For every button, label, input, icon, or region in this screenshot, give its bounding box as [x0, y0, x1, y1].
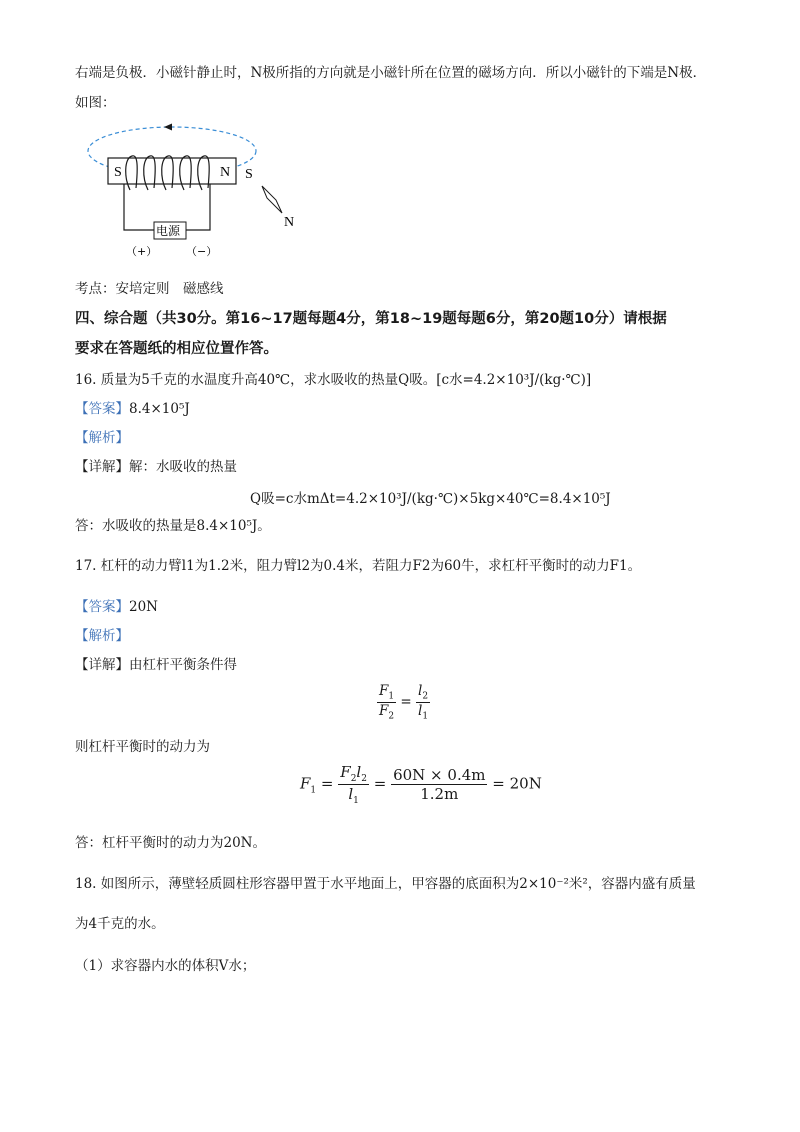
answer-tag: 【答案】	[75, 401, 129, 417]
detail-tag: 【详解】	[75, 657, 129, 673]
answer-value: 8.4×10⁵J	[129, 401, 190, 417]
q17-conclusion: 答：杠杆平衡时的动力为20N。	[75, 835, 266, 851]
detail-text: 由杠杆平衡条件得	[129, 657, 237, 673]
q16-answer	[75, 399, 190, 419]
electromagnet-diagram	[80, 118, 310, 263]
calc-denominator: 1.2m	[420, 785, 459, 803]
detail-text: 解：水吸收的热量	[129, 459, 237, 475]
kaodian: 考点：安培定则 磁感线	[75, 281, 224, 297]
needle-pole-s: S	[245, 167, 253, 182]
calc-numerator: 60N × 0.4m	[393, 766, 486, 784]
power-label: 电源	[156, 224, 181, 238]
coil-pole-s: S	[114, 165, 122, 180]
section-title: 四、综合题（共30分。第16~17题每题4分，第18~19题每题6分，第20题10分）请根据	[75, 311, 667, 327]
q17-answer	[75, 597, 158, 617]
analysis-tag: 【解析】	[75, 430, 129, 446]
needle-pole-n: N	[284, 215, 295, 230]
answer-tag: 【答案】	[75, 599, 129, 615]
question-16: 16. 质量为5千克的水温度升高40℃，求水吸收的热量Q吸。[c水=4.2×10³J/(kg·℃)]	[75, 372, 592, 388]
section-title-cont: 要求在答题纸的相应位置作答。	[75, 341, 278, 357]
q17-detail	[75, 655, 237, 675]
lever-ratio-equation: $\frac{F_1}{F_2}$ = $\frac{l_2}{l_1}$	[379, 683, 429, 722]
text-line: 如图：	[75, 95, 116, 111]
q17-then: 则杠杆平衡时的动力为	[75, 739, 210, 755]
question-18: 18. 如图所示，薄壁轻质圆柱形容器甲置于水平地面上，甲容器的底面积为2×10⁻²米²，容器内盛有质量	[75, 876, 696, 892]
analysis-tag: 【解析】	[75, 628, 129, 644]
question-17: 17. 杠杆的动力臂l1为1.2米，阻力臂l2为0.4米，若阻力F2为60牛，求杠杆平衡时的动力F1。	[75, 558, 642, 574]
minus-label: （−）	[186, 245, 218, 258]
f1-calculation: $F_1$ = $\frac{F_2l_2}{l_1}$ = $\frac{60N \times 0.4m}{1.2m}$ = 20N	[300, 763, 542, 806]
q16-formula: Q吸=c水mΔt=4.2×10³J/(kg·℃)×5kg×40℃=8.4×10⁵J	[250, 491, 611, 507]
question-18-part1: （1）求容器内水的体积V水；	[75, 958, 256, 974]
q16-detail	[75, 457, 237, 477]
calc-result: = 20N	[492, 774, 542, 793]
q16-conclusion: 答：水吸收的热量是8.4×10⁵J。	[75, 518, 271, 534]
coil-pole-n: N	[220, 165, 231, 180]
question-18-cont: 为4千克的水。	[75, 916, 165, 932]
text-line: 右端是负极．小磁针静止时，N极所指的方向就是小磁针所在位置的磁场方向．所以小磁针的下端是N极．	[75, 65, 707, 81]
plus-label: （+）	[126, 245, 158, 258]
detail-tag: 【详解】	[75, 459, 129, 475]
answer-value: 20N	[129, 599, 158, 615]
